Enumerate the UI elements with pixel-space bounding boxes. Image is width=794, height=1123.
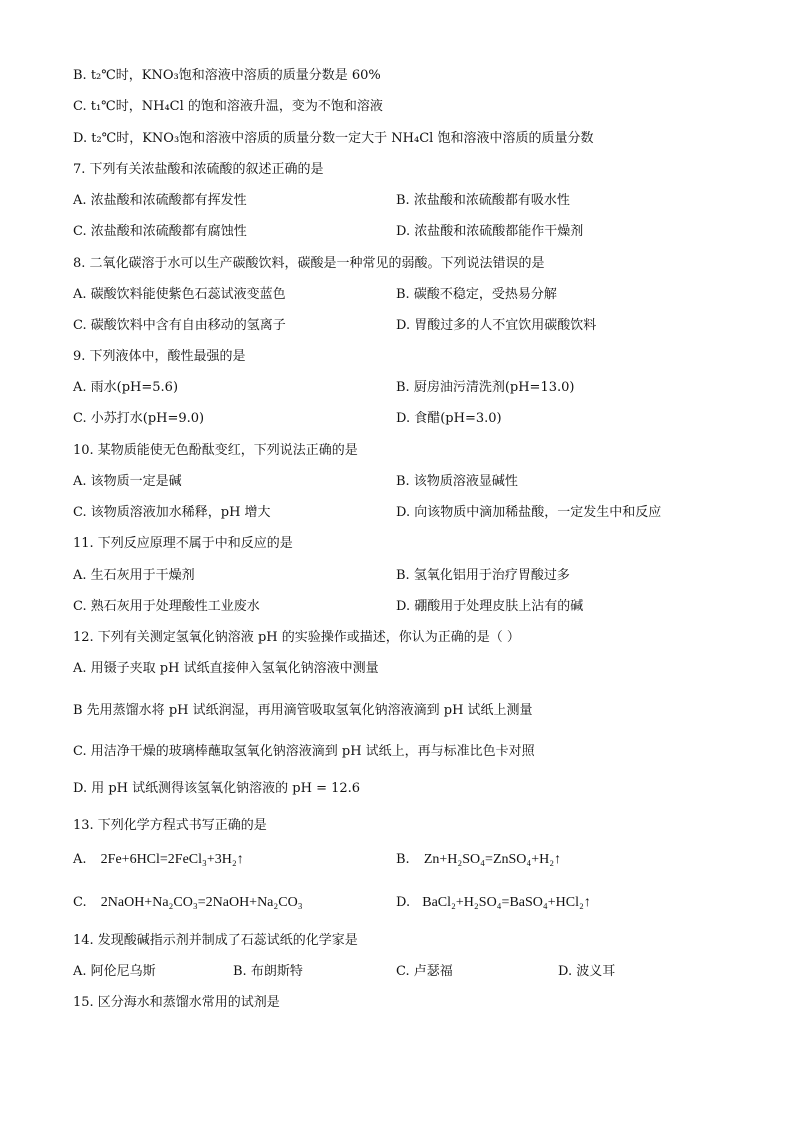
q9-options-row-1 bbox=[73, 379, 733, 397]
q13-option-a-label: A. bbox=[73, 852, 87, 867]
q13-option-a bbox=[73, 851, 244, 869]
q12-option-b: B 先用蒸馏水将 pH 试纸润湿，再用滴管吸取氢氧化钠溶液滴到 pH 试纸上测量 bbox=[73, 703, 533, 718]
q11-option-d: D. 硼酸用于处理皮肤上沾有的碱 bbox=[396, 599, 584, 614]
q13-options-row-2 bbox=[73, 894, 733, 912]
q6-option-c: C. t₁℃时，NH₄Cl 的饱和溶液升温，变为不饱和溶液 bbox=[73, 99, 383, 114]
q11-option-a: A. 生石灰用于干燥剂 bbox=[73, 568, 195, 583]
q8-option-a: A. 碳酸饮料能使紫色石蕊试液变蓝色 bbox=[73, 287, 286, 302]
q9-option-a: A. 雨水(pH=5.6) bbox=[73, 380, 179, 395]
q11-option-b: B. 氢氧化铝用于治疗胃酸过多 bbox=[396, 568, 570, 583]
q15-stem: 15. 区分海水和蒸馏水常用的试剂是 bbox=[73, 995, 280, 1010]
q6-option-d: D. t₂℃时，KNO₃饱和溶液中溶质的质量分数一定大于 NH₄Cl 饱和溶液中溶质的质量分数 bbox=[73, 131, 594, 146]
q14-option-b: B. 布朗斯特 bbox=[233, 964, 303, 979]
q9-option-b: B. 厨房油污清洗剂(pH=13.0) bbox=[396, 380, 575, 395]
q14-option-d: D. 波义耳 bbox=[558, 964, 616, 979]
q12-option-a: A. 用镊子夹取 pH 试纸直接伸入氢氧化钠溶液中测量 bbox=[73, 661, 379, 676]
q12-option-c: C. 用洁净干燥的玻璃棒蘸取氢氧化钠溶液滴到 pH 试纸上，再与标准比色卡对照 bbox=[73, 744, 535, 759]
q10-option-b: B. 该物质溶液显碱性 bbox=[396, 474, 518, 489]
q13-option-b bbox=[396, 851, 561, 869]
q8-option-d: D. 胃酸过多的人不宜饮用碳酸饮料 bbox=[396, 318, 597, 333]
q10-option-a: A. 该物质一定是碱 bbox=[73, 474, 182, 489]
q7-option-b: B. 浓盐酸和浓硫酸都有吸水性 bbox=[396, 193, 570, 208]
q7-stem: 7. 下列有关浓盐酸和浓硫酸的叙述正确的是 bbox=[73, 162, 324, 177]
q13-option-d bbox=[396, 894, 591, 912]
q10-option-c: C. 该物质溶液加水稀释，pH 增大 bbox=[73, 505, 271, 520]
q11-options-row-2 bbox=[73, 598, 733, 616]
q14-options-row bbox=[73, 963, 733, 981]
q7-option-d: D. 浓盐酸和浓硫酸都能作干燥剂 bbox=[396, 224, 584, 239]
q13-option-a-equation: 2Fe+6HCl=2FeCl₃+3H₂↑ bbox=[100, 852, 244, 867]
q13-option-c-equation: 2NaOH+Na₂CO₃=2NaOH+Na₂CO₃ bbox=[100, 895, 303, 910]
q10-options-row-1 bbox=[73, 473, 733, 491]
q11-option-c: C. 熟石灰用于处理酸性工业废水 bbox=[73, 599, 260, 614]
q9-option-d: D. 食醋(pH=3.0) bbox=[396, 411, 502, 426]
q8-options-row-1 bbox=[73, 286, 733, 304]
q8-option-c: C. 碳酸饮料中含有自由移动的氢离子 bbox=[73, 318, 286, 333]
q10-stem: 10. 某物质能使无色酚酞变红，下列说法正确的是 bbox=[73, 443, 358, 458]
q6-option-b: B. t₂℃时，KNO₃饱和溶液中溶质的质量分数是 60% bbox=[73, 68, 381, 83]
q13-option-b-equation: Zn+H₂SO₄=ZnSO₄+H₂↑ bbox=[423, 852, 562, 867]
q9-options-row-2 bbox=[73, 410, 733, 428]
q11-options-row-1 bbox=[73, 567, 733, 585]
q7-options-row-2 bbox=[73, 223, 733, 241]
q9-option-c: C. 小苏打水(pH=9.0) bbox=[73, 411, 205, 426]
q13-option-c bbox=[73, 894, 303, 912]
q8-option-b: B. 碳酸不稳定，受热易分解 bbox=[396, 287, 557, 302]
q7-options-row-1 bbox=[73, 192, 733, 210]
q13-option-c-label: C. bbox=[73, 895, 87, 910]
q13-options-row-1 bbox=[73, 851, 733, 869]
q10-options-row-2 bbox=[73, 504, 733, 522]
q9-stem: 9. 下列液体中，酸性最强的是 bbox=[73, 349, 246, 364]
q13-option-b-label: B. bbox=[396, 852, 410, 867]
q14-option-a: A. 阿伦尼乌斯 bbox=[73, 964, 156, 979]
q8-options-row-2 bbox=[73, 317, 733, 335]
q13-option-d-label: D. bbox=[396, 895, 411, 910]
q8-stem: 8. 二氧化碳溶于水可以生产碳酸饮料，碳酸是一种常见的弱酸。下列说法错误的是 bbox=[73, 256, 545, 271]
q7-option-a: A. 浓盐酸和浓硫酸都有挥发性 bbox=[73, 193, 247, 208]
q14-option-c: C. 卢瑟福 bbox=[396, 964, 453, 979]
q14-stem: 14. 发现酸碱指示剂并制成了石蕊试纸的化学家是 bbox=[73, 933, 358, 948]
q13-option-d-equation: BaCl₂+H₂SO₄=BaSO₄+HCl₂↑ bbox=[422, 895, 591, 910]
q12-option-d: D. 用 pH 试纸测得该氢氧化钠溶液的 pH = 12.6 bbox=[73, 781, 361, 796]
q11-stem: 11. 下列反应原理不属于中和反应的是 bbox=[73, 536, 293, 551]
q10-option-d: D. 向该物质中滴加稀盐酸，一定发生中和反应 bbox=[396, 505, 662, 520]
q13-stem: 13. 下列化学方程式书写正确的是 bbox=[73, 818, 267, 833]
q7-option-c: C. 浓盐酸和浓硫酸都有腐蚀性 bbox=[73, 224, 247, 239]
q12-stem: 12. 下列有关测定氢氧化钠溶液 pH 的实验操作或描述，你认为正确的是（ ） bbox=[73, 630, 520, 645]
